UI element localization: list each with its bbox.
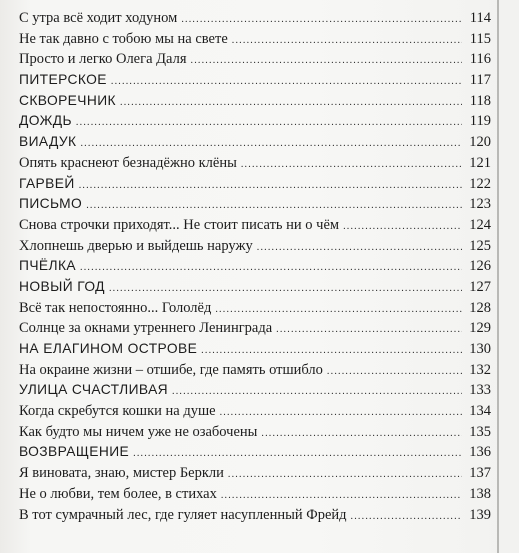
toc-entry-page: 125 xyxy=(469,237,491,254)
toc-entry xyxy=(19,463,491,484)
toc-entry-page: 116 xyxy=(469,51,491,68)
dot-leader xyxy=(133,444,462,465)
toc-entry-title: НОВЫЙ ГОД xyxy=(19,278,105,294)
toc-entry-title: Просто и легко Олега Даля xyxy=(19,51,187,68)
toc-entry-page: 138 xyxy=(469,485,491,502)
dot-leader xyxy=(276,320,462,341)
toc-entry-title: ДОЖДЬ xyxy=(19,113,72,129)
dot-leader xyxy=(191,51,463,72)
toc-entry xyxy=(19,360,491,381)
toc-entry xyxy=(19,236,491,257)
toc-entry-page: 130 xyxy=(469,341,491,357)
dot-leader xyxy=(220,403,462,424)
toc-entry-page: 126 xyxy=(469,258,491,275)
toc-entry xyxy=(19,174,491,195)
toc-entry xyxy=(19,70,491,91)
toc-entry-page: 127 xyxy=(469,278,491,295)
toc-entry-page: 123 xyxy=(469,196,491,213)
dot-leader xyxy=(86,196,462,217)
toc-entry xyxy=(19,380,491,401)
toc-entry-title: В тот сумрачный лес, где гуляет насупленный Фрейд xyxy=(19,506,347,523)
dot-leader xyxy=(257,238,462,259)
dot-leader xyxy=(181,10,462,31)
toc-entry-page: 119 xyxy=(469,113,491,130)
dot-leader xyxy=(120,93,462,114)
toc-entry xyxy=(19,339,491,360)
toc-entry-title: С утра всё ходит ходуном xyxy=(19,10,178,26)
toc-entry-page: 122 xyxy=(469,175,491,192)
dot-leader xyxy=(221,486,462,507)
dot-leader xyxy=(80,134,462,155)
toc-entry xyxy=(19,442,491,463)
toc-entry-title: На окраине жизни – отшибе, где память отшибло xyxy=(19,361,323,378)
toc-entry xyxy=(19,111,491,132)
toc-entry-page: 129 xyxy=(469,320,491,337)
toc-entry-title: ВОЗВРАЩЕНИЕ xyxy=(19,444,130,460)
toc-entry xyxy=(19,29,491,50)
toc-entry-page: 128 xyxy=(469,299,491,316)
toc-entry-page: 139 xyxy=(469,506,491,523)
toc-entry-title: Солнце за окнами утреннего Ленинграда xyxy=(19,320,273,337)
toc-entry-title: ПИТЕРСКОЕ xyxy=(19,72,107,88)
dot-leader xyxy=(201,341,462,362)
toc-entry xyxy=(19,277,491,298)
toc-entry-title: Не так давно с тобою мы на свете xyxy=(19,30,228,47)
dot-leader xyxy=(172,382,462,403)
toc-entry-title: УЛИЦА СЧАСТЛИВАЯ xyxy=(19,382,169,398)
toc-entry xyxy=(19,298,491,319)
toc-entry-page: 118 xyxy=(469,92,491,109)
toc-entry-title: ПИСЬМО xyxy=(19,196,83,212)
toc-entry-page: 137 xyxy=(469,465,491,482)
toc-entry-title: СКВОРЕЧНИК xyxy=(19,92,116,108)
dot-leader xyxy=(76,113,462,134)
table-of-contents xyxy=(19,8,491,525)
toc-entry-title: ГАРВЕЙ xyxy=(19,175,75,191)
toc-entry xyxy=(19,505,491,526)
toc-entry-page: 121 xyxy=(469,154,491,171)
toc-entry-page: 120 xyxy=(469,134,491,151)
toc-entry-page: 117 xyxy=(469,72,491,89)
dot-leader xyxy=(111,72,462,93)
toc-entry-page: 124 xyxy=(469,216,491,233)
toc-entry-title: Опять краснеют безнадёжно клёны xyxy=(19,154,237,171)
toc-entry-page: 115 xyxy=(469,30,491,47)
dot-leader xyxy=(343,217,462,238)
toc-entry-page: 133 xyxy=(469,382,491,399)
toc-entry-title: Всё так непостоянно... Гололёд xyxy=(19,299,212,316)
dot-leader xyxy=(241,155,462,176)
toc-entry xyxy=(19,215,491,236)
toc-entry-page: 135 xyxy=(469,423,491,440)
page-edge-divider xyxy=(497,0,499,553)
toc-entry xyxy=(19,49,491,70)
dot-leader xyxy=(215,300,462,321)
toc-entry xyxy=(19,484,491,505)
toc-entry-page: 134 xyxy=(469,403,491,420)
dot-leader xyxy=(232,31,462,52)
toc-entry xyxy=(19,194,491,215)
toc-entry-title: ВИАДУК xyxy=(19,134,77,150)
toc-entry xyxy=(19,91,491,112)
toc-entry-title: Хлопнешь дверью и выйдешь наружу xyxy=(19,237,253,254)
toc-entry-title: Я виновата, знаю, мистер Беркли xyxy=(19,465,224,482)
toc-entry-title: НА ЕЛАГИНОМ ОСТРОВЕ xyxy=(19,341,198,356)
toc-entry xyxy=(19,401,491,422)
toc-entry-title: Не о любви, тем более, в стихах xyxy=(19,485,217,502)
toc-entry-page: 132 xyxy=(469,361,491,378)
toc-entry-title: Как будто мы ничем уже не озабочены xyxy=(19,423,258,440)
dot-leader xyxy=(79,176,462,197)
toc-entry-title: ПЧЁЛКА xyxy=(19,258,77,274)
dot-leader xyxy=(327,362,462,383)
toc-entry-title: Снова строчки приходят... Не стоит писать ни о чём xyxy=(19,216,340,233)
toc-entry xyxy=(19,8,491,29)
dot-leader xyxy=(80,258,462,279)
toc-entry-page: 136 xyxy=(469,444,491,461)
dot-leader xyxy=(109,279,462,300)
toc-entry xyxy=(19,132,491,153)
toc-entry xyxy=(19,256,491,277)
toc-entry xyxy=(19,422,491,443)
dot-leader xyxy=(228,465,462,486)
dot-leader xyxy=(261,424,462,445)
toc-entry xyxy=(19,153,491,174)
toc-entry-title: Когда скребутся кошки на душе xyxy=(19,403,216,420)
toc-entry xyxy=(19,318,491,339)
toc-entry-page: 114 xyxy=(469,10,491,26)
dot-leader xyxy=(351,507,462,528)
